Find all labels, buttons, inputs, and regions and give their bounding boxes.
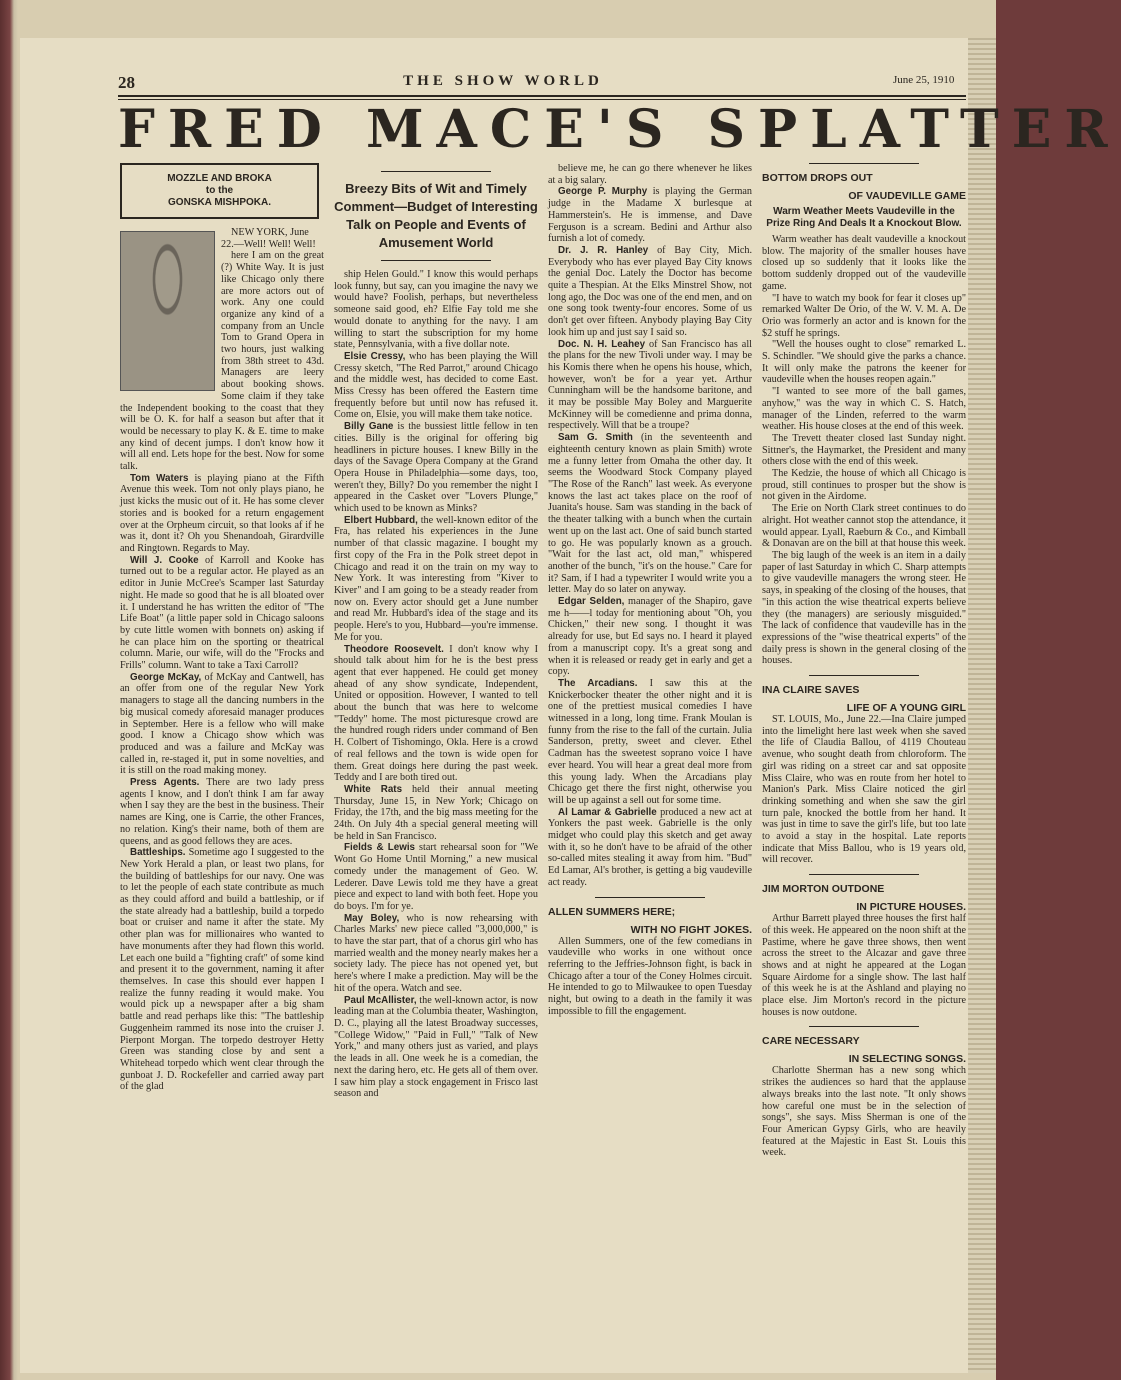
news-item-text: is the bussiest little fellow in ten cities. Billy is the original for offering big headliners in picture houses. I knew Billy in the days of the Savage Opera Company at the Grand Opera House in Philadelphia—some days, too, weren't they, Billy? Do you remember the night I appeared in the Casket over "Lovers Plunge," which used to be known as Minks? — [334, 421, 539, 515]
news-item-name: George P. Murphy — [558, 186, 648, 198]
story-rule — [595, 897, 705, 898]
page-header — [118, 73, 966, 95]
jim-morton-text: Arthur Barrett played three houses the first half of this week. He appeared on the noon shift at the Pastime, where he gave three shows, then went across the street to the Alcazar and gave three shows and at night he appeared at the Logan Square Airdome for a single show. The last half of this week he is at the Ashland and playing no place else. Jim Morton's record in the picture houses is now outdone. — [762, 913, 966, 1018]
paragraph: The Erie on North Clark street continues to do alright. Hot weather cannot stop the attendance, it would appear. Lyall, Raeburn & Co., and Kimball & Donavan are on the bill at that house this week. — [762, 503, 966, 550]
news-item — [334, 784, 538, 843]
author-portrait — [120, 231, 215, 391]
news-item-text: start rehearsal soon for "We Wont Go Home Until Morning," a new musical comedy under the management of Geo. W. Lederer. Dave Lewis told me they have a great piece and expect to land with both feet. Hope you do boys. I'm for ye. — [334, 842, 539, 912]
newspaper-page — [20, 38, 1121, 1373]
news-item — [120, 847, 324, 1093]
news-item-name: May Boley, — [344, 912, 400, 924]
news-item-name: Paul McAllister, — [344, 994, 417, 1006]
paragraph: "Well the houses ought to close" remarked L. S. Schindler. "We should give the parks a chance. It will only make the patrons the keener for vaudeville when the houses reopen again." — [762, 339, 966, 386]
news-item-name: Billy Gane — [344, 421, 394, 433]
care-necessary-head: CARE NECESSARY — [762, 1035, 860, 1048]
news-item — [548, 245, 752, 339]
column-2 — [334, 163, 538, 1368]
article-deck: Breezy Bits of Wit and Timely Comment—Budget of Interesting Talk on People and Events of Amusement World — [334, 181, 538, 250]
news-item-name: Al Lamar & Gabrielle — [558, 806, 657, 818]
story4-rule — [809, 1026, 919, 1027]
news-item — [334, 351, 538, 421]
news-item-name: Edgar Selden, — [558, 596, 625, 608]
news-item-text: is playing piano at the Fifth Avenue this week. Tom not only plays piano, he just kicks the music out of it. He has some clever stories and is booked for a return engagement over at the Orpheum circuit, so that looks af if he was it, dont it? Oh you Shenandoah, Girardville and Ringtown. Regards to May. — [120, 472, 325, 554]
news-item-text: who has been playing the Will Cressy sketch, "The Red Parrot," around Chicago and the middle west, has decided to come East. Miss Cressy has been offered the Eastern time frequently before but until now has refused it. Come on, Elsie, you will make them take notice. — [334, 350, 539, 421]
news-item-text: who is now rehearsing with Charles Marks' new piece called "3,000,000," is to have the star part, that of a chorus girl who has married wealth and the money nearly makes her a society lady. The piece has not opened yet, but here's where I make a prediction. May will be the hit of the opera. Watch and see. — [334, 912, 538, 994]
column-2-items — [334, 351, 538, 1100]
news-item-text: of Karroll and Kooke has turned out to be a regular actor. He played as an editor in Junie McCree's Scamper last Saturday night. He made so good that he is all bloated over it. I understand he has written the editor of "The Life Boat" (a little paper sold in Chicago saloons by cute little women with bonnets on) asking if he can place him on the sporting or theatrical column. Marie, our wife, will do the "Frocks and Frills" column. Want to take a Taxi Carroll? — [120, 554, 324, 672]
masthead: FRED MACE'S SPLATTER — [118, 99, 1121, 160]
ina-claire-head: INA CLAIRE SAVES — [762, 684, 860, 697]
news-item — [334, 644, 538, 784]
news-item-text: I don't know why I should talk about him for he is the best press agent that ever happened. He could get money ahead of any show syndicate, Independent, United or opposition. However, I wanted to tell about the bunch that was here to welcome "Teddy" home. The most picturesque crowd are the hundred rough riders under command of Ben H. Colbert of Tishomingo, Okla. Here is a crowd of real fellows and the town is wide open for them. Great doings here during the past week. Teddy and I are both tired out. — [334, 643, 538, 784]
box-title: MOZZLE AND BROKA — [167, 173, 272, 184]
paragraph: The big laugh of the week is an item in a daily paper of last Saturday in which C. Sharp attempts to give vaudeville managers the wrong steer. He says, in speaking of the closing of the houses, that "in this action the wise theatrical experts believe they (the managers) are seriously misguided." The lack of confidence that vaudeville has in the expressions of the "wise theatrical experts" of the daily press is shown in the general closing of the houses. — [762, 549, 966, 667]
jim-morton-head-2: IN PICTURE HOUSES. — [856, 901, 966, 914]
news-item-name: Elsie Cressy, — [344, 350, 406, 362]
news-item-text: (in the seventeenth and eighteenth century known as plain Smith) wrote me a funny letter from Omaha the other day. It seems the Woodward Stock Company played "The Rose of the Ranch" last week. As everyone knows the last act takes place on the roof of Juanita's house. Sam was standing in the back of the theater talking with a bunch when the curtain went up on the last act. One of said bunch started to go. He was popularly known as a grouch. "Wait for the last act, old man," whispered another of the bunch, "it's on the house." Care for it? Sam, if I had a typewriter I would write you a letter. May do so later on anyway. — [548, 432, 753, 596]
news-item-name: Will J. Cooke — [130, 554, 199, 566]
news-item — [120, 473, 324, 555]
news-item — [548, 186, 752, 245]
column-1 — [120, 163, 324, 1368]
news-item-text: manager of the Shapiro, gave me h——l today for mentioning about "Oh, you Chicken," their new song. I thought it was already for use, but Ed says no. I heard it played from a manuscript copy. It's a great song and when it is released or ready get in early and get a copy. — [548, 596, 752, 678]
news-item-name: Dr. J. R. Hanley — [558, 244, 649, 256]
bottom-drops-head: BOTTOM DROPS OUT — [762, 172, 873, 184]
care-necessary-head-2: IN SELECTING SONGS. — [848, 1053, 966, 1066]
news-item-name: Fields & Lewis — [344, 842, 415, 854]
news-item — [334, 913, 538, 995]
issue-date: June 25, 1910 — [893, 74, 955, 86]
bottom-drops-head-2: OF VAUDEVILLE GAME — [848, 190, 966, 202]
page-number: 28 — [118, 73, 135, 92]
news-item — [120, 777, 324, 847]
ina-claire-text: ST. LOUIS, Mo., June 22.—Ina Claire jumped into the limelight here last week when she saved the life of Claudia Ballou, of 4119 Chouteau avenue, who sought death from chloroform. The girl was riding on a street car and sat opposite Miss Claire, who was en route from her hotel to Manion's Park. Miss Claire noticed the girl drinking something and when she saw the girl turn pale, knocked the bottle from her hand. It was just in time to save the girl's life, but too late to avoid a stay in the hospital. Late reports indicate that Miss Ballou, who is 19 years old, will recover. — [762, 714, 966, 866]
news-item-name: Battleships. — [130, 847, 186, 859]
news-item — [548, 596, 752, 678]
paragraph: "I wanted to see more of the ball games, anyhow," was the way in which C. S. Hatch, manager of the Linden, referred to the warm weather. His house closes at the end of this week. — [762, 386, 966, 433]
bottom-drops-sub: Warm Weather Meets Vaudeville in the Prize Ring And Deals It a Knockout Blow. — [766, 206, 962, 229]
news-item — [548, 432, 752, 596]
news-item-text: of Bay City, Mich. Everybody who has ever played Bay City knows the genial Doc. Lately the Doctor has become quite a Thespian. At the Elks Minstrel Show, not long ago, the Doc was one of the end men, and on one song took twenty-four encores. Some of us don't get over fifteen. Anybody playing Bay City look him up and just say I said so. — [548, 244, 752, 338]
news-item-text: There are two lady press agents I know, and I don't think I am far away when I say they are the best in the business. Their names are King, one is Carrie, the other Frances, no relation. King's their name, both of them are queens, and as good fellows they are aces. — [120, 777, 324, 847]
paragraph: The Trevett theater closed last Sunday night. Sittner's, the Haymarket, the President and many others close with the end of this week. — [762, 432, 966, 468]
ina-claire-head-2: LIFE OF A YOUNG GIRL — [846, 702, 966, 715]
deck-rule-bottom — [381, 260, 491, 261]
news-item-name: The Arcadians. — [558, 677, 638, 689]
news-item — [334, 842, 538, 912]
news-item-text: the well-known editor of the Fra, has related his experiences in the June number of that classic magazine. I bought my first copy of the Fra in the Polk street depot in Chicago and read it on the train on my way to New York. It was interesting from "Kiver to Kiver" and I am going to be a steady reader from now on. Every actor should get a June number and read Mr. Hubbard's idea of the stage and its people. Here's to you, Hubbard—you're immense. Me for you. — [334, 514, 538, 643]
paragraph: Warm weather has dealt vaudeville a knockout blow. The majority of the smaller houses have closed up so suddenly that it looks like the bottom suddenly dropped out of the vaudeville game. — [762, 234, 966, 292]
col4-rule — [809, 163, 919, 164]
column-3-items — [548, 186, 752, 888]
news-item-text: is playing the German judge in the Madame X burlesque at Hammerstein's. He is immense, and Dave Ferguson is a scream. Bedini and Arthur also furnish a lot of comedy. — [548, 186, 752, 245]
allen-summers-head: ALLEN SUMMERS HERE; — [548, 905, 676, 918]
news-item — [548, 339, 752, 433]
column-3 — [548, 163, 752, 1368]
news-item — [120, 555, 324, 672]
jim-morton-head: JIM MORTON OUTDONE — [762, 883, 885, 896]
bottom-drops-text — [762, 234, 966, 667]
column-3-lead: believe me, he can go there whenever he likes at a big salary. — [548, 163, 752, 186]
dateline: NEW YORK, June 22.—Well! Well! Well! — [221, 227, 316, 250]
news-item-text: held their annual meeting Thursday, June 15, in New York; Chicago on Friday, the 17th, and the big mass meeting for the 24th. On July 4th a special general meeting will be held in San Francisco. — [334, 783, 539, 842]
care-necessary-text: Charlotte Sherman has a new song which strikes the audiences so hard that the applause always breaks into the last note. "It only shows how careful one must be in the selection of songs", she says. Miss Sherman is one of the Four American Gypsy Girls, who are heavily featured at the Majestic in East St. Louis this week. — [762, 1065, 966, 1159]
news-item — [548, 678, 752, 807]
news-item-name: George McKay, — [130, 671, 202, 683]
news-item-name: Sam G. Smith — [558, 432, 633, 444]
news-item — [120, 672, 324, 777]
journal-title: THE SHOW WORLD — [403, 73, 603, 89]
story3-rule — [809, 874, 919, 875]
news-item-text: I saw this at the Knickerbocker theater the other night and it is one of the prettiest musical comedies I have witnessed in a long, long time. Frank Moulan is funny from the rise to the fall of the curtain. Julia Sanderson, pretty, sweet and clever. Ethel Cadman has the sweetest soprano voice I have ever heard. You will hear a great deal more from this young lady. When the Arcadians play Chicago get there the first night, otherwise you will be up against a sell out for some time. — [548, 677, 752, 806]
news-item-text: of San Francisco has all the plans for the new Tivoli under way. I may be his Komis there when he opens his house, which, however, won't be for a year yet. Arthur Cunningham will be the handsome baritone, and it may be possible May Boley and Marguerite McKinney will be comedienne and prima donna, respectively. Will that be a troupe? — [548, 338, 752, 432]
news-item-name: Press Agents. — [130, 777, 200, 789]
news-item-text: produced a new act at Yonkers the past week. Gabrielle is the only midget who could play this sketch and get away with it, so he don't have to be afraid of the other so-called mites stealing it away from him. "Bud" Ed Lamar, Al's brother, is getting a big vaudeville act ready. — [548, 806, 753, 888]
news-item-name: Theodore Roosevelt. — [344, 643, 444, 655]
column-1-items — [120, 473, 324, 1093]
news-item — [548, 807, 752, 889]
news-item-name: Tom Waters — [130, 472, 189, 484]
allen-summers-text: Allen Summers, one of the few comedians in vaudeville who works in one without once referring to the Jeffries-Johnson fight, is back in Chicago after a tour of the Coney Holmes circuit. He intended to go to Milwaukee to open Tuesday night, but owing to a death in the family it was impossible to fill the engagement. — [548, 935, 752, 1017]
news-item-text: Sometime ago I suggested to the New York Herald a plan, or least two plans, for the building of battleships for our navy. One was to let the people of each state contribute as much as they could afford and build a battleship, or if the state already had a battleship, build a torpedo boat or cruiser and name it after the state. My other plan was for millionaires who wanted to have monuments after they had flown this world. Let each one build a "fighting craft" of some kind and present it to the government, naming it after themselves. In case this should ever happen I realize the funny reading it would make. You would pick up a newspaper after a big sham battle and read perhaps like this: "The battleship Guggenheim rammed its nose into the cruiser J. Pierpont Morgan. The torpedo destroyer Hetty Green was standing close by and sent a Whitehead torpedo which went clear through the gunboat J. D. Rockefeller and carried away part of the glad — [120, 847, 325, 1093]
news-item-name: Elbert Hubbard, — [344, 514, 418, 526]
box-to: to the — [205, 185, 234, 196]
deck-rule — [381, 171, 491, 172]
column-title-box — [120, 163, 319, 219]
column-2-lead: ship Helen Gould." I know this would perhaps look funny, but say, can you imagine the navy we would have? Foolish, perhaps, but nevertheless someone said good, eh? Elfie Fay told me she would donate to anything for the navy. I am willing to start the subscription for my home state, Pennsylvania, with a five dollar note. — [334, 269, 538, 351]
header-rule — [118, 95, 966, 97]
intro-text: here I am on the great (?) White Way. It is just like Chicago only there are more actors out of work. Any one could organize any kind of a company from an Uncle Tom to Grand Opera in two hours, just walking from 38th street to 43d. Managers are leery about booking shows. Some claim if they take the Independent booking to the coast that they will be O. K. for half a season but after that it would be necessary to play K. & E. time to make any kind of decent jumps. I don't know how it will all end. Lets hope for the best. Now for some talk. — [120, 250, 324, 473]
news-item — [334, 515, 538, 644]
news-item-name: Doc. N. H. Leahey — [558, 338, 646, 350]
allen-summers-head-2: WITH NO FIGHT JOKES. — [630, 923, 752, 936]
paragraph: "I have to watch my book for fear it closes up" remarked Walter De Orio, of the W. V. M. A. De Orio was formerly an actor and is known for the $2 stuff he springs. — [762, 292, 966, 339]
column-4 — [762, 163, 966, 1368]
news-item-text: of McKay and Cantwell, has an offer from one of the regular New York managers to stage all the dancing numbers in the big musical comedy aforesaid manager produces in September. Here is a fellow who will make good. I know a Chicago show which was produced and was a failure and McKay was called in, re-staged it, put in some novelties, and it is still on the road making money. — [120, 671, 324, 777]
news-item-text: the well-known actor, is now leading man at the Columbia theater, Washington, D. C., playing all the latest Broadway successes, "College Widow," "Paid in Full," "Talk of New York," and many others just as varied, and plays the leads in all. One week he is a comedian, the next the daring hero, etc. He gets all of them over. I saw him play a stock engagement in Frisco last season and — [334, 994, 539, 1100]
box-name: GONSKA MISHPOKA. — [168, 197, 271, 208]
story2-rule — [809, 675, 919, 676]
paragraph: The Kedzie, the house of which all Chicago is proud, still continues to prosper but the show is not given in the Airdome. — [762, 468, 966, 503]
news-item-name: White Rats — [344, 783, 403, 795]
news-item — [334, 995, 538, 1100]
news-item — [334, 421, 538, 515]
